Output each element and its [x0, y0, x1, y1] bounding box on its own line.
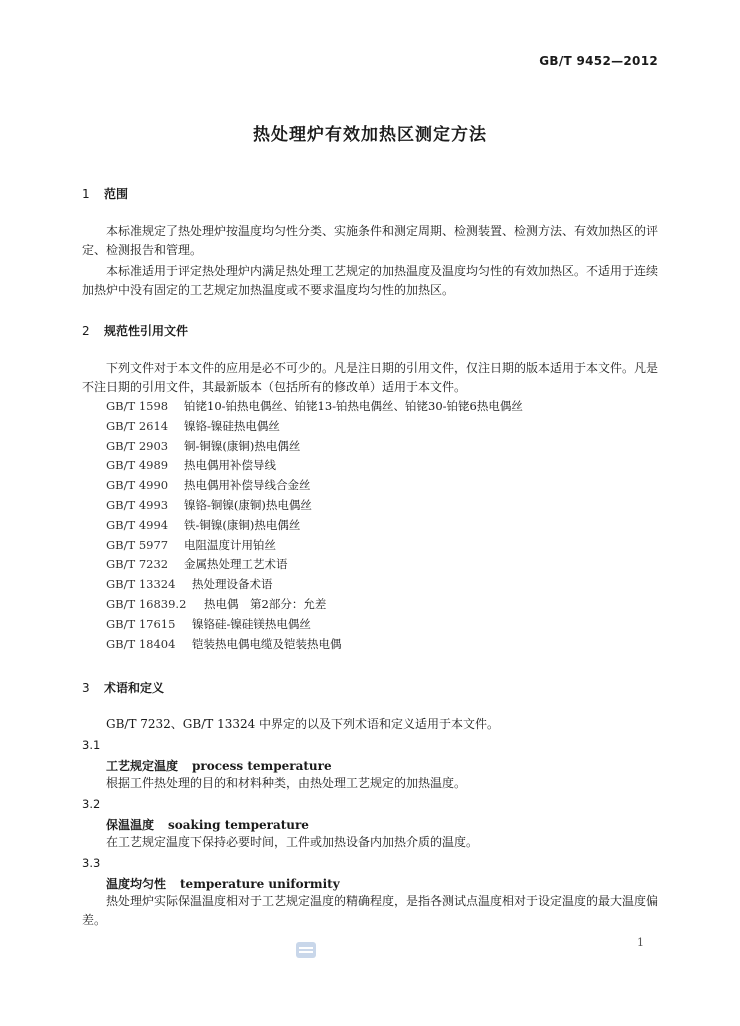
page-number: 1 — [637, 936, 644, 949]
reference-title: 铂铑10-铂热电偶丝、铂铑13-铂热电偶丝、铂铑30-铂铑6热电偶丝 — [184, 399, 523, 413]
reference-item — [106, 596, 523, 616]
reference-title: 电阻温度计用铂丝 — [184, 537, 276, 552]
reference-title: 热电偶 第2部分：允差 — [204, 596, 327, 611]
standard-code: GB/T 9452—2012 — [539, 54, 658, 68]
reference-code: GB/T 16839.2 — [106, 596, 187, 611]
reference-title: 镍铬-镍硅热电偶丝 — [184, 418, 280, 433]
term-number: 3.1 — [82, 738, 101, 752]
reference-title: 热处理设备术语 — [192, 577, 273, 592]
term-definition: 根据工件热处理的目的和材料种类，由热处理工艺规定的加热温度。 — [106, 776, 467, 790]
section-3-intro: GB/T 7232、GB/T 13324 中界定的以及下列术语和定义适用于本文件。 — [106, 717, 500, 731]
section-number: 3 — [82, 681, 90, 695]
reference-title: 铜-铜镍(康铜)热电偶丝 — [184, 438, 301, 453]
reference-item — [106, 636, 523, 656]
reference-item — [106, 398, 523, 418]
reference-title: 铁-铜镍(康铜)热电偶丝 — [184, 517, 301, 532]
section-title: 范围 — [104, 187, 129, 201]
reference-item — [106, 497, 523, 517]
reference-code: GB/T 4993 — [106, 497, 169, 512]
term-number: 3.2 — [82, 797, 101, 811]
watermark-logo-icon — [296, 942, 316, 958]
term-name-zh: 温度均匀性 — [106, 877, 167, 891]
reference-item — [106, 537, 523, 557]
term-definition: 热处理炉实际保温温度相对于工艺规定温度的精确程度，是指各测试点温度相对于设定温度的最大温度偏差。 — [82, 894, 659, 927]
section-title: 规范性引用文件 — [104, 324, 189, 338]
normative-references-list — [106, 398, 523, 655]
term-name-zh: 保温温度 — [106, 818, 155, 832]
term-name-zh: 工艺规定温度 — [106, 759, 179, 773]
reference-title: 热电偶用补偿导线 — [184, 458, 276, 473]
reference-code: GB/T 4994 — [106, 517, 169, 532]
reference-code: GB/T 13324 — [106, 577, 176, 592]
reference-item — [106, 418, 523, 438]
section-2-intro: 下列文件对于本文件的应用是必不可少的。凡是注日期的引用文件，仅注日期的版本适用于本文件。凡是不注日期的引用文件，其最新版本（包括所有的修改单）适用于本文件。 — [82, 361, 659, 394]
term-name — [106, 816, 309, 833]
reference-title: 金属热处理工艺术语 — [184, 557, 288, 572]
reference-item — [106, 517, 523, 537]
term-name-en: process temperature — [192, 759, 332, 773]
reference-code: GB/T 4989 — [106, 458, 169, 473]
term-number: 3.3 — [82, 856, 101, 870]
term-name — [106, 757, 332, 774]
reference-title: 铠装热电偶电缆及铠装热电偶 — [192, 636, 342, 651]
term-name-en: temperature uniformity — [180, 877, 340, 891]
term-name-en: soaking temperature — [168, 818, 309, 832]
section-1-paragraph-1: 本标准规定了热处理炉按温度均匀性分类、实施条件和测定周期、检测装置、检测方法、有效加热区的评定、检测报告和管理。 — [82, 224, 659, 257]
reference-code: GB/T 17615 — [106, 616, 176, 631]
term-name — [106, 875, 340, 892]
reference-code: GB/T 18404 — [106, 636, 176, 651]
reference-title: 镍铬硅-镍硅镁热电偶丝 — [192, 616, 311, 631]
term-definition: 在工艺规定温度下保持必要时间，工件或加热设备内加热介质的温度。 — [106, 835, 479, 849]
reference-title: 镍铬-铜镍(康铜)热电偶丝 — [184, 497, 312, 512]
section-1-heading — [82, 185, 128, 202]
reference-item — [106, 616, 523, 636]
reference-code: GB/T 2903 — [106, 438, 169, 453]
document-title: 热处理炉有效加热区测定方法 — [253, 125, 487, 145]
reference-item — [106, 457, 523, 477]
reference-item — [106, 438, 523, 458]
reference-item — [106, 576, 523, 596]
section-title: 术语和定义 — [104, 681, 165, 695]
reference-item — [106, 556, 523, 576]
reference-code: GB/T 5977 — [106, 537, 169, 552]
section-2-heading — [82, 322, 188, 339]
reference-code: GB/T 7232 — [106, 557, 169, 572]
section-number: 1 — [82, 187, 90, 201]
reference-code: GB/T 4990 — [106, 478, 169, 493]
reference-code: GB/T 2614 — [106, 418, 169, 433]
reference-title: 热电偶用补偿导线合金丝 — [184, 478, 311, 493]
section-1-paragraph-2: 本标准适用于评定热处理炉内满足热处理工艺规定的加热温度及温度均匀性的有效加热区。不适用于连续加热炉中没有固定的工艺规定加热温度或不要求温度均匀性的加热区。 — [82, 264, 659, 297]
section-3-heading — [82, 679, 164, 696]
section-number: 2 — [82, 324, 90, 338]
reference-item — [106, 477, 523, 497]
reference-code: GB/T 1598 — [106, 399, 169, 413]
